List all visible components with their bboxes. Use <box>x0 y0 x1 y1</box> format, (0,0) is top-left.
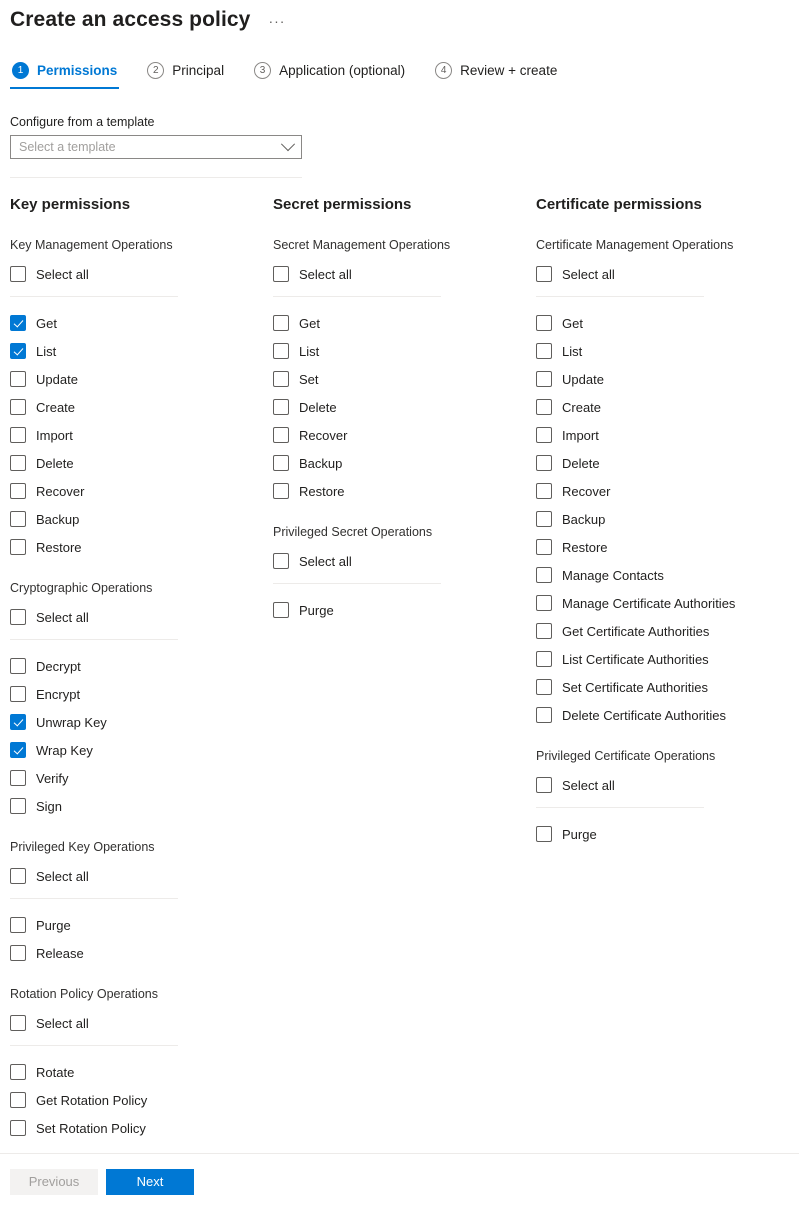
checkbox-icon[interactable] <box>10 1092 26 1108</box>
wizard-step-review-create[interactable] <box>433 58 559 89</box>
checkbox-icon[interactable] <box>536 595 552 611</box>
column-secret-permissions <box>273 196 536 1162</box>
group-title: Certificate Management Operations <box>536 238 734 252</box>
checkbox-icon[interactable] <box>10 868 26 884</box>
checkbox-label: List <box>562 343 583 359</box>
permission-checkbox-row[interactable] <box>10 680 273 708</box>
permission-checkbox-row[interactable] <box>10 652 273 680</box>
permission-checkbox-row[interactable] <box>536 589 799 617</box>
checkbox-icon[interactable] <box>10 483 26 499</box>
checkbox-icon[interactable] <box>536 511 552 527</box>
checkbox-icon[interactable] <box>536 826 552 842</box>
permission-checkbox-row[interactable] <box>536 505 799 533</box>
permission-checkbox-row[interactable] <box>536 701 799 729</box>
permission-checkbox-row[interactable] <box>10 1058 273 1086</box>
checkbox-label: Release <box>36 945 84 961</box>
permission-checkbox-row[interactable] <box>10 792 273 820</box>
checkbox-icon[interactable] <box>536 399 552 415</box>
column-title: Secret permissions <box>273 196 412 213</box>
checkbox-icon[interactable] <box>536 483 552 499</box>
template-section <box>0 115 799 159</box>
group-title: Cryptographic Operations <box>10 581 153 595</box>
permission-checkbox-row[interactable] <box>10 337 273 365</box>
checkbox-icon[interactable] <box>536 707 552 723</box>
permission-checkbox-row[interactable] <box>10 505 273 533</box>
page-title: Create an access policy <box>10 8 251 31</box>
checkbox-label: Restore <box>562 539 608 555</box>
checkbox-label: Restore <box>36 539 82 555</box>
checkbox-icon[interactable] <box>536 679 552 695</box>
permission-checkbox-row[interactable] <box>536 337 799 365</box>
group-title: Key Management Operations <box>10 238 173 252</box>
checkbox-icon[interactable] <box>10 658 26 674</box>
checkbox-label: Recover <box>562 483 611 499</box>
group-title: Privileged Key Operations <box>10 840 155 854</box>
permission-checkbox-row[interactable] <box>273 365 536 393</box>
group-divider <box>273 583 441 584</box>
checkbox-icon[interactable] <box>10 686 26 702</box>
checkbox-icon[interactable] <box>10 539 26 555</box>
checkbox-label: List Certificate Authorities <box>562 651 709 667</box>
checkbox-icon[interactable] <box>536 455 552 471</box>
checkbox-label: Verify <box>36 770 69 786</box>
checkbox-label: Delete <box>562 455 600 471</box>
column-certificate-permissions <box>536 196 799 1162</box>
permission-checkbox-row[interactable] <box>10 309 273 337</box>
checkbox-icon[interactable] <box>273 455 289 471</box>
checkbox-label: Select all <box>36 609 89 625</box>
checkbox-icon[interactable] <box>10 742 26 758</box>
checkbox-label: Purge <box>36 917 71 933</box>
column-title: Certificate permissions <box>536 196 702 213</box>
checkbox-label: Get <box>36 315 57 331</box>
select-all-checkbox-row[interactable] <box>10 862 273 890</box>
checkbox-label: Select all <box>36 868 89 884</box>
previous-button[interactable]: Previous <box>10 1169 98 1195</box>
permission-checkbox-row[interactable] <box>536 421 799 449</box>
checkbox-icon[interactable] <box>536 539 552 555</box>
checkbox-label: Delete <box>36 455 74 471</box>
checkbox-icon[interactable] <box>273 315 289 331</box>
permission-checkbox-row[interactable] <box>10 533 273 561</box>
checkbox-label: Select all <box>299 266 352 282</box>
step-number-badge: 4 <box>435 62 452 79</box>
checkbox-label: Import <box>562 427 599 443</box>
checkbox-label: Select all <box>36 266 89 282</box>
permission-checkbox-row[interactable] <box>10 1114 273 1142</box>
checkbox-label: Update <box>562 371 604 387</box>
checkbox-icon[interactable] <box>10 315 26 331</box>
checkbox-label: Manage Contacts <box>562 567 664 583</box>
group-privileged-certificate-operations <box>536 749 799 848</box>
checkbox-label: List <box>299 343 320 359</box>
group-divider <box>10 1045 178 1046</box>
step-number-badge: 3 <box>254 62 271 79</box>
group-privileged-secret-operations <box>273 525 536 624</box>
checkbox-icon[interactable] <box>536 567 552 583</box>
checkbox-label: Update <box>36 371 78 387</box>
checkbox-icon[interactable] <box>10 266 26 282</box>
checkbox-label: Select all <box>36 1015 89 1031</box>
permission-checkbox-row[interactable] <box>10 421 273 449</box>
checkbox-label: Recover <box>299 427 348 443</box>
checkbox-label: Select all <box>562 266 615 282</box>
checkbox-label: Backup <box>562 511 606 527</box>
group-certificate-management-operations <box>536 238 799 729</box>
permission-checkbox-row[interactable] <box>10 393 273 421</box>
group-rotation-policy-operations <box>10 987 273 1142</box>
checkbox-label: Restore <box>299 483 345 499</box>
select-all-checkbox-row[interactable] <box>10 1009 273 1037</box>
group-divider <box>10 898 178 899</box>
select-all-checkbox-row[interactable] <box>273 260 536 288</box>
checkbox-label: Create <box>562 399 602 415</box>
select-all-checkbox-row[interactable] <box>536 260 799 288</box>
checkbox-label: Create <box>36 399 76 415</box>
checkbox-icon[interactable] <box>10 511 26 527</box>
checkbox-icon[interactable] <box>273 371 289 387</box>
checkbox-label: Import <box>36 427 73 443</box>
permissions-columns <box>0 196 799 1162</box>
checkbox-icon[interactable] <box>273 266 289 282</box>
group-key-management-operations <box>10 238 273 561</box>
wizard-step-application-optional[interactable] <box>252 58 407 89</box>
checkbox-label: Purge <box>299 602 334 618</box>
template-select-value: Select a template <box>19 140 116 154</box>
group-privileged-key-operations <box>10 840 273 967</box>
group-title: Privileged Secret Operations <box>273 525 433 539</box>
permission-checkbox-row[interactable] <box>536 673 799 701</box>
select-all-checkbox-row[interactable] <box>10 603 273 631</box>
permission-checkbox-row[interactable] <box>10 477 273 505</box>
permission-checkbox-row[interactable] <box>273 337 536 365</box>
permission-checkbox-row[interactable] <box>10 911 273 939</box>
checkbox-icon[interactable] <box>273 343 289 359</box>
step-label: Review + create <box>460 63 558 78</box>
checkbox-label: Set <box>299 371 319 387</box>
template-select[interactable] <box>10 135 302 159</box>
step-label: Application (optional) <box>279 63 406 78</box>
checkbox-label: Select all <box>299 553 352 569</box>
step-label: Principal <box>172 63 225 78</box>
select-all-checkbox-row[interactable] <box>273 547 536 575</box>
permission-checkbox-row[interactable] <box>536 309 799 337</box>
checkbox-icon[interactable] <box>10 455 26 471</box>
permission-checkbox-row[interactable] <box>536 393 799 421</box>
permission-checkbox-row[interactable] <box>10 736 273 764</box>
checkbox-label: Rotate <box>36 1064 75 1080</box>
checkbox-label: Manage Certificate Authorities <box>562 595 736 611</box>
checkbox-icon[interactable] <box>273 483 289 499</box>
checkbox-icon[interactable] <box>10 770 26 786</box>
checkbox-icon[interactable] <box>536 315 552 331</box>
page-header <box>0 0 799 32</box>
checkbox-icon[interactable] <box>10 371 26 387</box>
permission-checkbox-row[interactable] <box>10 939 273 967</box>
column-title: Key permissions <box>10 196 131 213</box>
permission-checkbox-row[interactable] <box>273 309 536 337</box>
checkbox-icon[interactable] <box>273 399 289 415</box>
checkbox-label: Backup <box>299 455 343 471</box>
checkbox-label: Unwrap Key <box>36 714 107 730</box>
section-divider <box>10 177 302 178</box>
group-title: Secret Management Operations <box>273 238 451 252</box>
checkbox-label: Get Rotation Policy <box>36 1092 148 1108</box>
permission-checkbox-row[interactable] <box>536 617 799 645</box>
permission-checkbox-row[interactable] <box>536 820 799 848</box>
checkbox-label: Delete Certificate Authorities <box>562 707 727 723</box>
checkbox-label: Recover <box>36 483 85 499</box>
checkbox-icon[interactable] <box>273 427 289 443</box>
checkbox-icon[interactable] <box>10 399 26 415</box>
select-all-checkbox-row[interactable] <box>10 260 273 288</box>
wizard-step-principal[interactable] <box>145 58 226 89</box>
permission-checkbox-row[interactable] <box>273 449 536 477</box>
checkbox-icon[interactable] <box>10 1015 26 1031</box>
permission-checkbox-row[interactable] <box>10 365 273 393</box>
checkbox-icon[interactable] <box>536 343 552 359</box>
permission-checkbox-row[interactable] <box>536 645 799 673</box>
checkbox-icon[interactable] <box>10 1120 26 1136</box>
checkbox-icon[interactable] <box>10 798 26 814</box>
checkbox-icon[interactable] <box>10 427 26 443</box>
wizard-steps <box>0 58 799 89</box>
step-label: Permissions <box>37 63 118 78</box>
checkbox-icon[interactable] <box>536 623 552 639</box>
checkbox-label: Sign <box>36 798 63 814</box>
group-divider <box>10 296 178 297</box>
checkbox-label: Encrypt <box>36 686 81 702</box>
permission-checkbox-row[interactable] <box>536 561 799 589</box>
checkbox-icon[interactable] <box>10 945 26 961</box>
permission-checkbox-row[interactable] <box>536 365 799 393</box>
chevron-down-icon <box>281 137 295 151</box>
checkbox-label: Delete <box>299 399 337 415</box>
next-button[interactable]: Next <box>106 1169 194 1195</box>
checkbox-label: Get <box>299 315 320 331</box>
permission-checkbox-row[interactable] <box>10 1086 273 1114</box>
permission-checkbox-row[interactable] <box>10 708 273 736</box>
checkbox-icon[interactable] <box>10 343 26 359</box>
group-title: Privileged Certificate Operations <box>536 749 716 763</box>
permission-checkbox-row[interactable] <box>10 764 273 792</box>
permission-checkbox-row[interactable] <box>273 477 536 505</box>
checkbox-label: Wrap Key <box>36 742 93 758</box>
wizard-footer <box>0 1153 799 1209</box>
column-key-permissions <box>10 196 273 1162</box>
step-number-badge: 2 <box>147 62 164 79</box>
checkbox-icon[interactable] <box>273 602 289 618</box>
checkbox-icon[interactable] <box>536 266 552 282</box>
checkbox-label: Set Certificate Authorities <box>562 679 708 695</box>
group-divider <box>10 639 178 640</box>
checkbox-icon[interactable] <box>10 609 26 625</box>
permission-checkbox-row[interactable] <box>10 449 273 477</box>
select-all-checkbox-row[interactable] <box>536 771 799 799</box>
checkbox-icon[interactable] <box>10 714 26 730</box>
group-divider <box>536 807 704 808</box>
checkbox-icon[interactable] <box>536 651 552 667</box>
group-divider <box>536 296 704 297</box>
checkbox-icon[interactable] <box>10 917 26 933</box>
permission-checkbox-row[interactable] <box>536 533 799 561</box>
group-secret-management-operations <box>273 238 536 505</box>
more-options-icon[interactable]: ··· <box>268 13 286 29</box>
permission-checkbox-row[interactable] <box>536 477 799 505</box>
checkbox-icon[interactable] <box>536 371 552 387</box>
permission-checkbox-row[interactable] <box>273 596 536 624</box>
checkbox-label: Purge <box>562 826 597 842</box>
group-cryptographic-operations <box>10 581 273 820</box>
template-label: Configure from a template <box>10 115 155 129</box>
group-title: Rotation Policy Operations <box>10 987 158 1001</box>
checkbox-icon[interactable] <box>536 777 552 793</box>
step-number-badge: 1 <box>12 62 29 79</box>
checkbox-label: Get Certificate Authorities <box>562 623 710 639</box>
wizard-step-permissions[interactable] <box>10 58 119 89</box>
permission-checkbox-row[interactable] <box>536 449 799 477</box>
checkbox-icon[interactable] <box>536 427 552 443</box>
checkbox-label: Select all <box>562 777 615 793</box>
checkbox-label: Decrypt <box>36 658 81 674</box>
checkbox-label: Get <box>562 315 583 331</box>
checkbox-label: Set Rotation Policy <box>36 1120 146 1136</box>
checkbox-label: List <box>36 343 57 359</box>
permission-checkbox-row[interactable] <box>273 421 536 449</box>
checkbox-icon[interactable] <box>10 1064 26 1080</box>
permission-checkbox-row[interactable] <box>273 393 536 421</box>
checkbox-label: Backup <box>36 511 80 527</box>
checkbox-icon[interactable] <box>273 553 289 569</box>
group-divider <box>273 296 441 297</box>
